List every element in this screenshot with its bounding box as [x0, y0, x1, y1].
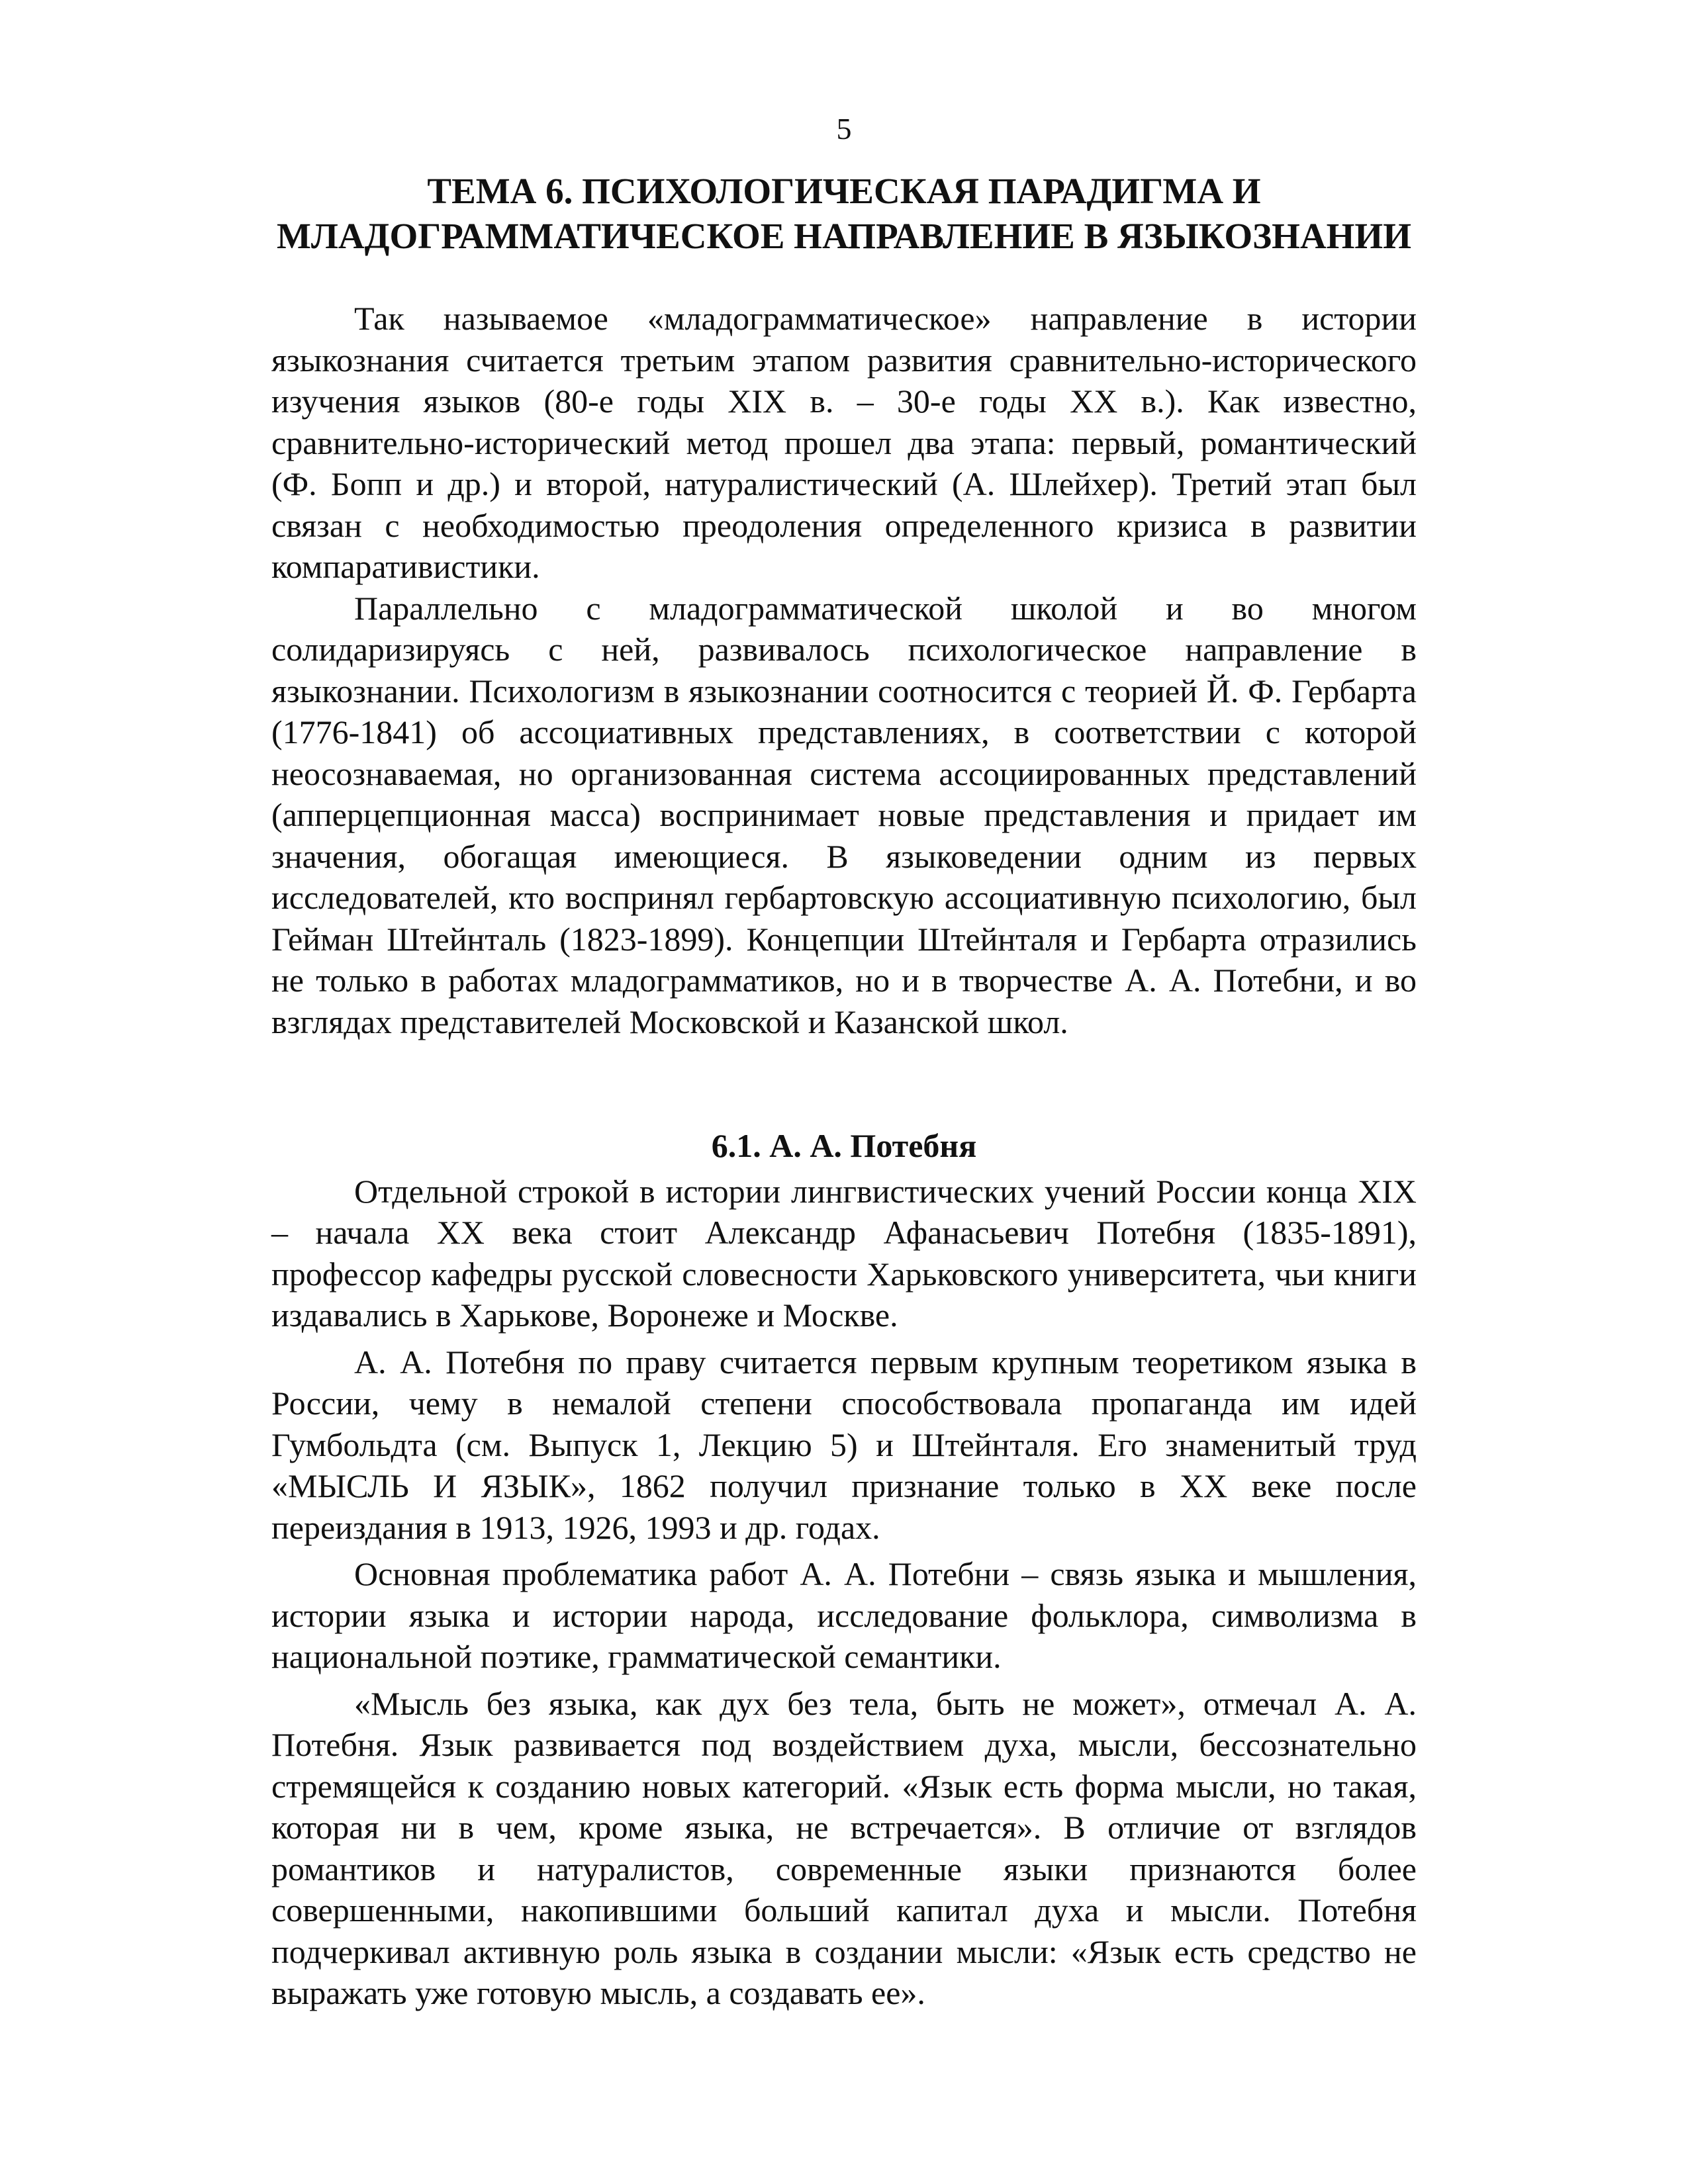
paragraph: Так называемое «младограмматическое» направление в истории языкознания считается третьим этапом развития сравнительно-исторического изучения языков (80-е годы XIX в. – 30-е годы XX в.). Как известно, сравнительно-исторический метод прошел два этапа: первый, романтический (Ф. Бопп и др.) и второй, натуралистический (А. Шлейхер). Третий этап был связан с необходимостью преодоления определенного кризиса в развитии компаративистики. [271, 300, 1417, 585]
page-number: 5 [836, 112, 852, 146]
section-6-1 [271, 1125, 1417, 2014]
paragraph: Основная проблематика работ А. А. Потебни – связь языка и мышления, истории языка и истории народа, исследование фольклора, символизма в национальной поэтике, грамматической семантики. [271, 1555, 1417, 1675]
intro-text [271, 298, 1417, 1042]
section-heading: 6.1. А. А. Потебня [711, 1127, 977, 1164]
title-line-1: ТЕМА 6. ПСИХОЛОГИЧЕСКАЯ ПАРАДИГМА И [427, 171, 1261, 211]
paragraph: Отдельной строкой в истории лингвистических учений России конца XIX – начала XX века стоит Александр Афанасьевич Потебня (1835-1891), профессор кафедры русской словесности Харьковского университета, чьи книги издавались в Харькове, Воронеже и Москве. [271, 1172, 1417, 1334]
paragraph: А. А. Потебня по праву считается первым крупным теоретиком языка в России, чему в немалой степени способствовала пропаганда им идей Гумбольдта (см. Выпуск 1, Лекцию 5) и Штейнталя. Его знаменитый труд «МЫСЛЬ И ЯЗЫК», 1862 получил признание только в XX веке после переиздания в 1913, 1926, 1993 и др. годах. [271, 1343, 1417, 1546]
paragraph: «Мысль без языка, как дух без тела, быть не может», отмечал А. А. Потебня. Язык развивается под воздействием духа, мысли, бессознательно стремящейся к созданию новых категорий. «Язык есть форма мысли, но такая, которая ни в чем, кроме языка, не встречается». В отличие от взглядов романтиков и натуралистов, современные языки признаются более совершенными, накопившими больший капитал духа и мысли. Потебня подчеркивал активную роль языка в создании мысли: «Язык есть средство не выражать уже готовую мысль, а создавать ее». [271, 1684, 1417, 2011]
page-title [0, 169, 1688, 259]
title-line-2: МЛАДОГРАММАТИЧЕСКОЕ НАПРАВЛЕНИЕ В ЯЗЫКОЗНАНИИ [277, 216, 1411, 256]
paragraph: Параллельно с младограмматической школой и во многом солидаризируясь с ней, развивалось психологическое направление в языкознании. Психологизм в языкознании соотносится с теорией Й. Ф. Гербарта (1776-1841) об ассоциативных представлениях, в соответствии с которой неосознаваемая, но организованная система ассоциированных представлений (апперцепционная масса) воспринимает новые представления и придает им значения, обогащая имеющиеся. В языковедении одним из первых исследователей, кто воспринял гербартовскую ассоциативную психологию, был Гейман Штейнталь (1823-1899). Концепции Штейнталя и Гербарта отразились не только в работах младограмматиков, но и в творчестве А. А. Потебни, и во взглядах представителей Московской и Казанской школ. [271, 589, 1417, 1040]
